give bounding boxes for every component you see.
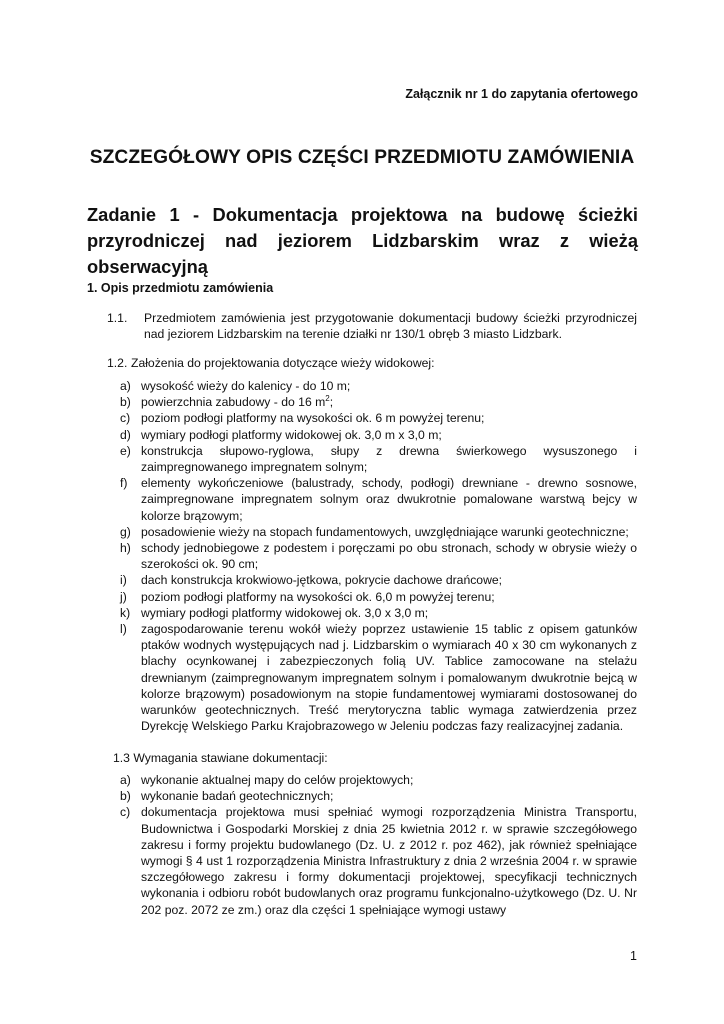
list-item-text: dokumentacja projektowa musi spełniać wymogi rozporządzenia Ministra Transportu, Budownictwa i Gospodarki Morskiej z dnia 25 kwietnia 2012 r. w sprawie szczegółowego zakresu i formy projektu budowlanego (Dz. U. z 2012 r. poz 462), jak również spełniające wymogi § 4 ust 1 rozporządzenia Ministra Infrastruktury z dnia 2 września 2004 r. w sprawie szczegółowego zakresu i formy dokumentacji projektowej, specyfikacji technicznych wykonania i odbioru robót budowlanych oraz programu funkcjonalno-użytkowego (Dz. U. Nr 202 poz. 2072 ze zm.) oraz dla części 1 spełniające wymogi ustawy	[141, 805, 637, 917]
page-title: SZCZEGÓŁOWY OPIS CZĘŚCI PRZEDMIOTU ZAMÓWIENIA	[89, 147, 635, 168]
list-item-text-main: powierzchnia zabudowy - do 16 m	[141, 395, 326, 410]
section-heading: 1. Opis przedmiotu zamówienia	[87, 281, 274, 295]
list-item-text: poziom podłogi platformy na wysokości ok. 6,0 m powyżej terenu;	[141, 589, 495, 604]
list-item-text: wysokość wieży do kalenicy - do 10 m;	[141, 379, 351, 393]
paragraph-text-line1: Przedmiotem zamówienia jest przygotowanie dokumentacji budowy ścieżki przyrodniczej	[144, 311, 637, 325]
list-marker: b)	[120, 789, 131, 804]
page-number: 1	[630, 949, 637, 963]
list-1-2	[107, 378, 637, 734]
list-marker: d)	[120, 427, 131, 442]
list-item-text: dach konstrukcja krokwiowo-jętkowa, pokrycie dachowe drańcowe;	[141, 573, 503, 588]
paragraph-1-3: 1.3 Wymagania stawiane dokumentacji:	[113, 751, 328, 765]
list-item-text: elementy wykończeniowe (balustrady, schody, podłogi) drewniane - drewno sosnowe, zaimpregnowane impregnatem solnym oraz dwukrotnie pomalowane warstwą bejcy w kolorze brązowym;	[141, 476, 637, 523]
paragraph-number: 1.2.	[107, 356, 128, 370]
list-item-text: schody jednobiegowe z podestem i poręczami po obu stronach, schody w obrysie wieży o szerokości ok. 90 cm;	[141, 541, 637, 572]
list-item	[107, 788, 637, 804]
list-item-text: wymiary podłogi platformy widokowej ok. 3,0 m x 3,0 m;	[141, 427, 442, 442]
list-item-text: wykonanie badań geotechnicznych;	[141, 789, 334, 804]
list-item	[107, 621, 637, 734]
list-item-text: poziom podłogi platformy na wysokości ok. 6 m powyżej terenu;	[141, 411, 485, 426]
list-1-3	[107, 772, 637, 918]
list-marker: g)	[120, 524, 131, 539]
list-item	[107, 394, 637, 410]
list-marker: b)	[120, 395, 131, 410]
list-item	[107, 540, 637, 572]
paragraph-text: Założenia do projektowania dotyczące wieży widokowej:	[131, 356, 435, 370]
list-item	[107, 524, 637, 540]
list-marker: a)	[120, 773, 131, 787]
list-marker: l)	[120, 622, 127, 637]
list-marker: h)	[120, 541, 131, 556]
list-item-text: wykonanie aktualnej mapy do celów projektowych;	[141, 773, 414, 787]
list-marker: c)	[120, 411, 131, 426]
paragraph-text-line2: nad jeziorem Lidzbarskim na terenie działki nr 130/1 obręb 3 miasto Lidzbark.	[144, 327, 562, 342]
list-marker: e)	[120, 443, 131, 458]
list-item-text: zagospodarowanie terenu wokół wieży poprzez ustawienie 15 tablic z opisem gatunków ptaków wodnych występujących nad j. Lidzbarskim o wymiarach 40 x 30 cm wykonanych z blachy ocynkowanej i zabezpieczonych folią UV. Tablice zamocowane na stelażu drewnianym (zaimpregnowanym impregnatem solnym i pomalowanym dwukrotnie bejcą w kolorze brązowym) posadowionym na stopie fundamentowej wymiarami dostosowanej do warunków geotechnicznych. Treść merytoryczna tablic wymaga zatwierdzenia przez Dyrekcję Welskiego Parku Krajobrazowego w Jeleniu podczas fazy realizacyjnej zadania.	[141, 622, 637, 734]
list-item	[107, 772, 637, 788]
paragraph-number: 1.1.	[107, 311, 128, 325]
task-heading-line2: przyrodniczej nad jeziorem Lidzbarskim wraz z wieżą obserwacyjną	[87, 230, 638, 277]
paragraph-1-2	[107, 355, 637, 371]
list-marker: a)	[120, 379, 131, 393]
annex-label: Załącznik nr 1 do zapytania ofertowego	[405, 87, 638, 101]
paragraph-1-1	[107, 310, 637, 342]
list-item	[107, 475, 637, 524]
list-item	[107, 804, 637, 917]
list-marker: c)	[120, 805, 131, 820]
list-item-text: wymiary podłogi platformy widokowej ok. 3,0 x 3,0 m;	[141, 605, 429, 620]
list-item	[107, 589, 637, 605]
list-item-text: konstrukcja słupowo-ryglowa, słupy z drewna świerkowego wysuszonego i zaimpregnowanego impregnatem solnym;	[141, 443, 637, 475]
list-marker: k)	[120, 605, 131, 620]
list-marker: f)	[120, 476, 128, 491]
list-marker: i)	[120, 573, 127, 588]
superscript: 2	[325, 394, 330, 404]
list-marker: j)	[120, 589, 127, 604]
list-item-text: posadowienie wieży na stopach fundamentowych, uwzględniające warunki geotechniczne;	[141, 524, 629, 539]
task-heading	[87, 202, 638, 280]
list-item	[107, 605, 637, 621]
task-heading-line1: Zadanie 1 - Dokumentacja projektowa na budowę ścieżki	[87, 204, 638, 225]
list-item	[107, 427, 637, 443]
list-item-text-end: ;	[329, 395, 334, 410]
list-item	[107, 410, 637, 426]
list-item	[107, 378, 637, 394]
list-item	[107, 443, 637, 475]
list-item	[107, 572, 637, 588]
list-item-text	[141, 394, 637, 410]
